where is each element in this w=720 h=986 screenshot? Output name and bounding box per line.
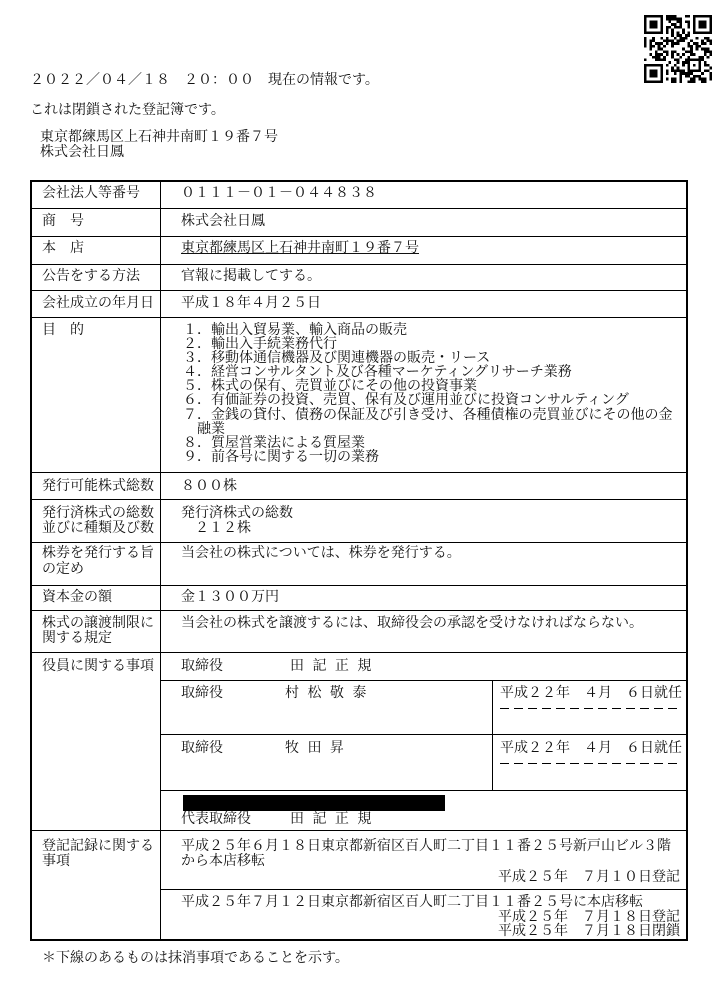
- purpose-item: ８．質屋営業法による質屋業: [183, 434, 365, 451]
- label-purpose: 目 的: [42, 322, 84, 338]
- purpose-item: ５．株式の保有、売買並びにその他の投資事業: [183, 378, 477, 395]
- closed-notice: これは閉鎖された登記簿です。: [30, 102, 225, 118]
- officer-title: 取締役: [181, 740, 223, 756]
- value-public-notice: 官報に掲載してする。: [181, 268, 321, 284]
- row-divider: [30, 264, 688, 265]
- row-divider: [30, 317, 688, 318]
- row-divider: [30, 208, 688, 209]
- purpose-item-continuation: 融業: [197, 420, 225, 437]
- row-divider: [30, 652, 688, 653]
- label-trade-name: 商 号: [42, 213, 84, 229]
- label-issued-shares-line1: 発行済株式の総数: [42, 505, 154, 521]
- purpose-item: １．輸出入貿易業、輸入商品の販売: [183, 322, 407, 338]
- dashed-separator: [500, 708, 682, 709]
- value-corporate-number: ０１１１－０１－０４４８３８: [181, 185, 377, 201]
- officer-row-divider: [160, 790, 688, 791]
- header-address: 東京都練馬区上石神井南町１９番７号: [40, 129, 278, 145]
- label-column-divider: [160, 180, 161, 941]
- label-share-certificates-line1: 株券を発行する旨: [42, 545, 154, 561]
- officer-title: 取締役: [181, 658, 223, 674]
- purpose-item: ７．金銭の貸付、債務の保証及び引き受け、各種債権の売買並びにその他の金: [183, 406, 673, 423]
- purpose-item: ４．経営コンサルタント及び各種マーケティングリサーチ業務: [183, 364, 572, 381]
- dashed-separator: [500, 763, 682, 764]
- officer-name: 村 松 敬 泰: [285, 685, 367, 701]
- record-date: 平成２５年 ７月１８日登記: [498, 909, 680, 925]
- row-divider: [30, 290, 688, 291]
- purpose-item: ２．輸出入手続業務代行: [183, 336, 337, 353]
- row-divider: [30, 610, 688, 611]
- row-divider: [30, 585, 688, 586]
- purpose-item: ９．前各号に関する一切の業務: [183, 448, 379, 465]
- purpose-list: [183, 323, 672, 464]
- officer-appointment-date: 平成２２年 ４月 ６日就任: [500, 685, 682, 701]
- record-text: 平成２５年７月１２日東京都新宿区百人町二丁目１１番２５号に本店移転: [181, 894, 643, 910]
- value-head-office-struck: 東京都練馬区上石神井南町１９番７号: [181, 240, 419, 256]
- footer-note: ＊下線のあるものは抹消事項であることを示す。: [42, 950, 349, 966]
- redaction-bar: [183, 795, 445, 811]
- record-text: 平成２５年６月１８日東京都新宿区百人町二丁目１１番２５号新戸山ビル３階: [181, 838, 671, 854]
- label-established-date: 会社成立の年月日: [42, 295, 154, 311]
- row-divider: [30, 499, 688, 500]
- row-divider: [30, 542, 688, 543]
- label-registration-records-line1: 登記記録に関する: [42, 838, 154, 854]
- officer-row-divider: [160, 680, 688, 681]
- representative-director-name: 田 記 正 規: [290, 811, 372, 827]
- value-established-date: 平成１８年４月２５日: [181, 295, 321, 311]
- purpose-item: ６．有価証券の投資、売買、保有及び運用並びに投資コンサルティング: [183, 392, 629, 409]
- label-transfer-restriction-line1: 株式の譲渡制限に: [42, 615, 154, 631]
- label-registration-records-line2: 事項: [42, 853, 70, 869]
- officer-title: 取締役: [181, 685, 223, 701]
- header-company-name: 株式会社日鳳: [40, 144, 124, 160]
- value-authorized-shares: ８００株: [181, 478, 237, 494]
- label-authorized-shares: 発行可能株式総数: [42, 478, 154, 494]
- row-divider: [30, 236, 688, 237]
- value-issued-shares-count: ２１２株: [195, 520, 251, 536]
- qr-code: [644, 15, 712, 83]
- officer-row-divider: [160, 734, 688, 735]
- record-text: から本店移転: [181, 853, 265, 869]
- value-transfer-restriction: 当会社の株式を譲渡するには、取締役会の承認を受けなければならない。: [181, 615, 643, 631]
- representative-director-title: 代表取締役: [181, 811, 251, 827]
- officer-appointment-date: 平成２２年 ４月 ６日就任: [500, 740, 682, 756]
- row-divider: [30, 472, 688, 473]
- label-public-notice: 公告をする方法: [42, 268, 140, 284]
- timestamp-line: ２０２２／０４／１８ ２０：００ 現在の情報です。: [30, 72, 379, 88]
- officer-name: 田 記 正 規: [290, 658, 372, 674]
- record-date: 平成２５年 ７月１８日閉鎖: [498, 923, 680, 939]
- record-date: 平成２５年 ７月１０日登記: [498, 869, 680, 885]
- label-officers: 役員に関する事項: [42, 658, 154, 674]
- officer-name: 牧 田 昇: [285, 740, 344, 756]
- officer-date-column-divider: [492, 680, 493, 790]
- value-capital: 金１３００万円: [181, 589, 279, 605]
- row-divider: [30, 830, 688, 831]
- value-trade-name: 株式会社日鳳: [181, 213, 265, 229]
- value-share-certificates: 当会社の株式については、株券を発行する。: [181, 545, 461, 561]
- purpose-item: ３．移動体通信機器及び関連機器の販売・リース: [183, 350, 491, 367]
- label-share-certificates-line2: の定め: [42, 561, 84, 577]
- label-transfer-restriction-line2: 関する規定: [42, 630, 112, 646]
- label-head-office: 本 店: [42, 240, 84, 256]
- label-capital: 資本金の額: [42, 589, 112, 605]
- value-issued-shares-heading: 発行済株式の総数: [181, 505, 293, 521]
- label-issued-shares-line2: 並びに種類及び数: [42, 520, 154, 536]
- label-corporate-number: 会社法人等番号: [42, 185, 140, 201]
- record-row-divider: [160, 889, 688, 890]
